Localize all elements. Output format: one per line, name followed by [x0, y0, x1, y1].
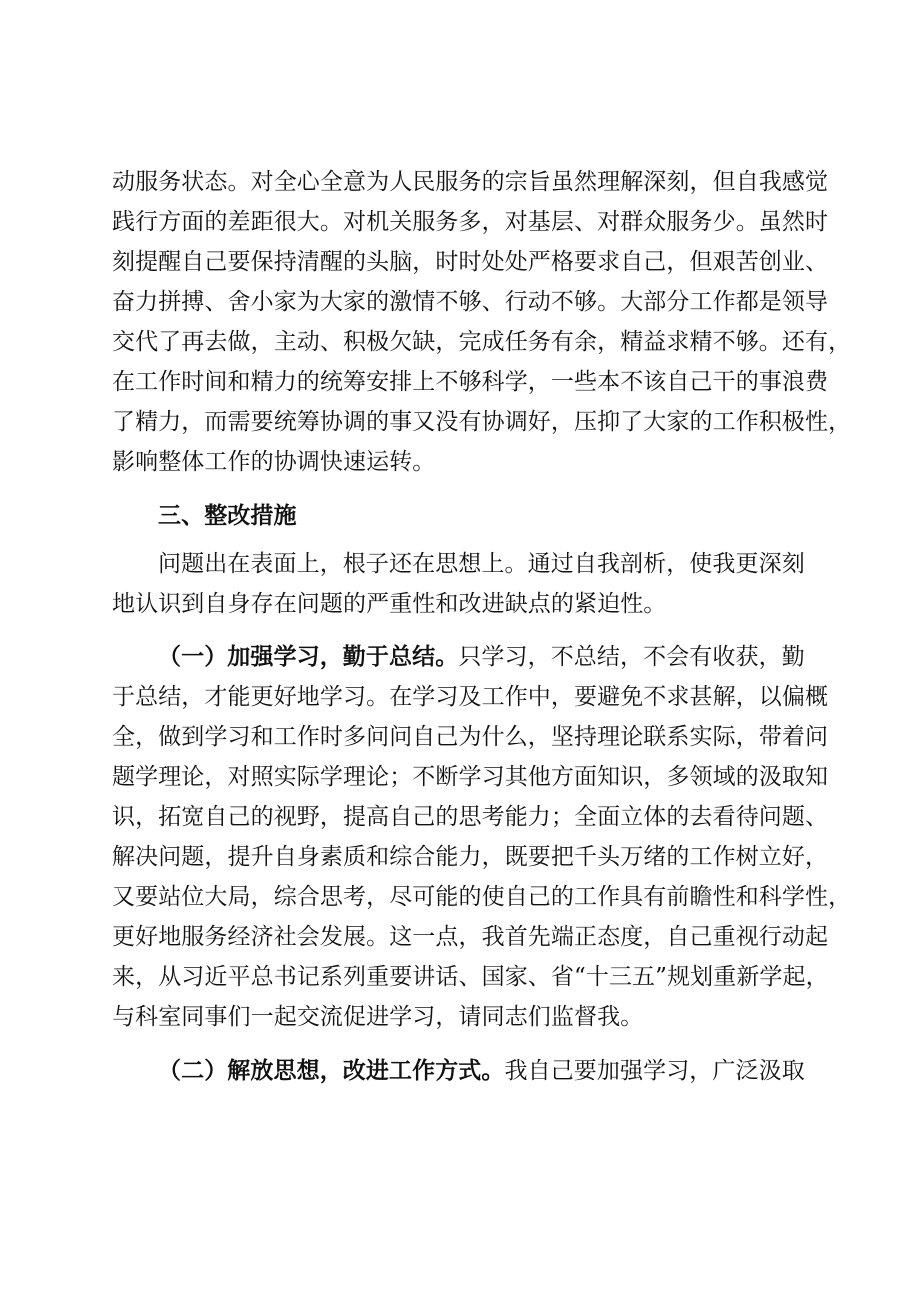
paragraph-line: 识，拓宽自己的视野，提高自己的思考能力；全面立体的去看待问题、	[112, 804, 829, 830]
paragraph-line: 影响整体工作的协调快速运转。	[112, 449, 436, 475]
paragraph-line: 题学理论，对照实际学理论；不断学习其他方面知识，多领域的汲取知	[112, 764, 829, 790]
paragraph-line: 奋力拼搏、舍小家为大家的激情不够、行动不够。大部分工作都是领导	[112, 289, 829, 315]
paragraph-line: 问题出在表面上，根子还在思想上。通过自我剖析，使我更深刻	[158, 551, 805, 577]
list-item-title-line	[158, 642, 818, 672]
paragraph-line: 解决问题，提升自身素质和综合能力，既要把千头万绪的工作树立好，	[112, 844, 829, 870]
paragraph-line: 又要站位大局，综合思考，尽可能的使自己的工作具有前瞻性和科学性，	[112, 884, 852, 910]
paragraph-line: 在工作时间和精力的统筹安排上不够科学，一些本不该自己干的事浪费	[112, 369, 829, 395]
paragraph-line: 刻提醒自己要保持清醒的头脑，时时处处严格要求自己，但艰苦创业、	[112, 249, 829, 275]
section-heading: 三、整改措施	[158, 503, 297, 529]
list-item-title-line	[158, 1056, 818, 1086]
item-two-title: （二）解放思想，改进工作方式。	[158, 1058, 505, 1084]
paragraph-line: 全，做到学习和工作时多问问自己为什么，坚持理论联系实际，带着问	[112, 724, 829, 750]
item-one-title: （一）加强学习，勤于总结。	[158, 644, 459, 670]
paragraph-line: 动服务状态。对全心全意为人民服务的宗旨虽然理解深刻，但自我感觉	[112, 169, 829, 195]
item-one-first-line: 只学习，不总结，不会有收获，勤	[458, 644, 805, 670]
item-two-first-line: 我自己要加强学习，广泛汲取	[504, 1058, 805, 1084]
paragraph-line: 交代了再去做，主动、积极欠缺，完成任务有余，精益求精不够。还有，	[112, 329, 852, 355]
paragraph-line: 于总结，才能更好地学习。在学习及工作中，要避免不求甚解，以偏概	[112, 684, 829, 710]
paragraph-line: 地认识到自身存在问题的严重性和改进缺点的紧迫性。	[112, 591, 667, 617]
paragraph-line: 践行方面的差距很大。对机关服务多，对基层、对群众服务少。虽然时	[112, 209, 829, 235]
paragraph-line: 了精力，而需要统筹协调的事又没有协调好，压抑了大家的工作积极性，	[112, 409, 852, 435]
paragraph-line: 来，从习近平总书记系列重要讲话、国家、省“十三五”规划重新学起，	[112, 964, 829, 990]
paragraph-line: 与科室同事们一起交流促进学习，请同志们监督我。	[112, 1004, 644, 1030]
paragraph-line: 更好地服务经济社会发展。这一点，我首先端正态度，自己重视行动起	[112, 924, 829, 950]
